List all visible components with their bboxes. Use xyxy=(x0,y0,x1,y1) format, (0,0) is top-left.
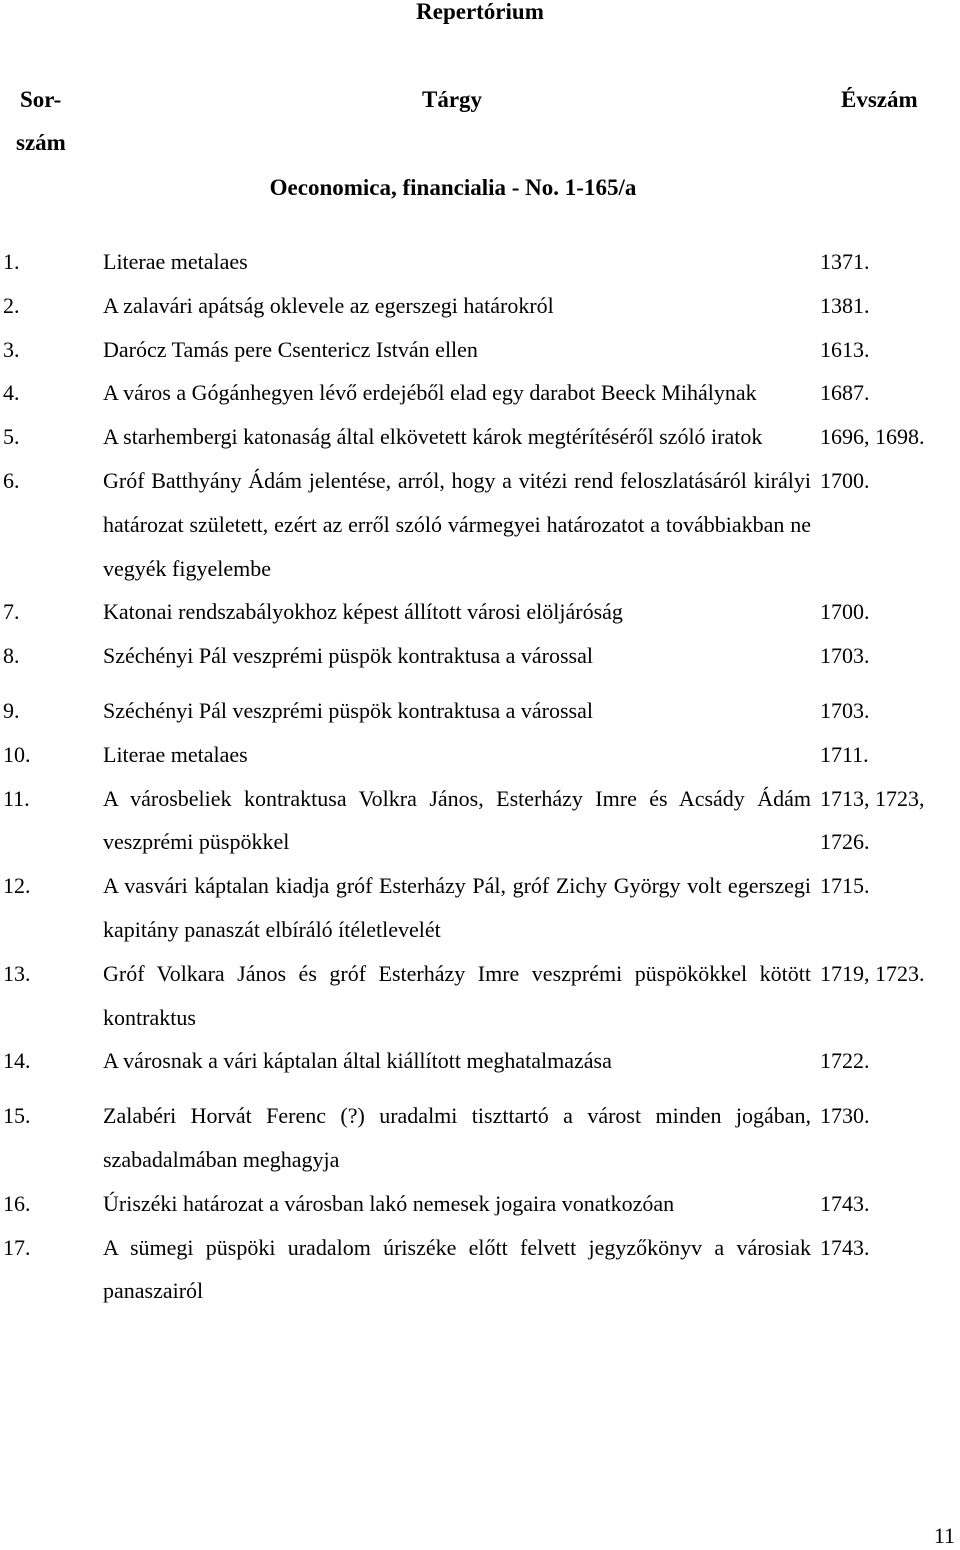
entry-number: 6. xyxy=(3,467,20,493)
entry-number: 13. xyxy=(3,960,31,986)
entry-year: 1687. xyxy=(820,380,870,406)
entry-number: 4. xyxy=(3,380,20,406)
entry-number: 15. xyxy=(3,1103,31,1129)
entry-subject: Zalabéri Horvát Ferenc (?) uradalmi tiszttartó a várost minden jogában, szabadalmában meghagyja xyxy=(103,1103,811,1172)
list-item xyxy=(0,328,960,372)
entry-number: 7. xyxy=(3,599,20,625)
list-item xyxy=(0,1182,960,1226)
entry-list xyxy=(0,240,960,1313)
list-item xyxy=(0,689,960,733)
list-item xyxy=(0,1094,960,1182)
entry-year: 1703. xyxy=(820,643,870,669)
entry-year: 1713, 1723, 1726. xyxy=(820,785,925,855)
list-item xyxy=(0,284,960,328)
entry-year: 1700. xyxy=(820,467,870,493)
section-title: Oeconomica, financialia - No. 1-165/a xyxy=(269,175,637,200)
list-item xyxy=(0,1226,960,1314)
list-item xyxy=(0,415,960,459)
list-item xyxy=(0,240,960,284)
entry-year: 1719, 1723. xyxy=(820,960,925,986)
entry-year: 1703. xyxy=(820,697,870,723)
entry-year: 1743. xyxy=(820,1234,870,1260)
list-item xyxy=(0,733,960,777)
number-column-header-cont: szám xyxy=(16,130,66,155)
entry-number: 10. xyxy=(3,741,31,767)
list-item xyxy=(0,371,960,415)
page-title: Repertórium xyxy=(416,0,544,24)
section-heading xyxy=(0,176,960,200)
entry-subject: A városnak a vári káptalan által kiállított meghatalmazása xyxy=(103,1048,612,1074)
number-column-header: Sor- xyxy=(20,87,62,112)
entry-year: 1371. xyxy=(820,249,870,274)
entry-year: 1696, 1698. xyxy=(820,424,925,450)
entry-subject: A sümegi püspöki uradalom úriszéke előtt felvett jegyzőkönyv a városiak panaszairól xyxy=(103,1234,811,1304)
entry-subject: A starhembergi katonaság által elkövetett károk megtérítéséről szóló iratok xyxy=(103,424,763,450)
entry-number: 12. xyxy=(3,873,31,899)
entry-subject: A városbeliek kontraktusa Volkra János, Esterházy Imre és Acsády Ádám veszprémi püspökkel xyxy=(103,785,811,855)
entry-subject: Úriszéki határozat a városban lakó nemesek jogaira vonatkozóan xyxy=(103,1190,675,1216)
entry-year: 1715. xyxy=(820,873,870,899)
entry-subject: Literae metalaes xyxy=(103,249,248,274)
entry-number: 11. xyxy=(3,785,30,811)
entry-subject: Gróf Batthyány Ádám jelentése, arról, hogy a vitézi rend feloszlatásáról királyi határozat született, ezért az erről szóló vármegyei határozatot a továbbiakban ne vegyék figyelembe xyxy=(103,467,811,581)
entry-number: 16. xyxy=(3,1190,31,1216)
entry-year: 1722. xyxy=(820,1048,870,1074)
spacer xyxy=(0,1083,960,1094)
entry-subject: Darócz Tamás pere Csentericz István ellen xyxy=(103,336,478,362)
list-item xyxy=(0,459,960,590)
entry-year: 1730. xyxy=(820,1103,870,1129)
entry-number: 9. xyxy=(3,697,20,723)
entry-number: 5. xyxy=(3,424,20,450)
entry-year: 1381. xyxy=(820,292,870,318)
subject-column-header: Tárgy xyxy=(422,87,483,112)
list-item xyxy=(0,634,960,678)
list-item xyxy=(0,590,960,634)
entry-subject: A város a Gógánhegyen lévő erdejéből elad egy darabot Beeck Mihálynak xyxy=(103,380,757,406)
entry-year: 1711. xyxy=(820,741,869,767)
entry-number: 17. xyxy=(3,1234,31,1260)
list-item xyxy=(0,777,960,865)
list-item xyxy=(0,864,960,952)
entry-year: 1700. xyxy=(820,599,870,625)
entry-subject: Literae metalaes xyxy=(103,741,248,767)
year-column-header: Évszám xyxy=(841,87,918,112)
spacer xyxy=(0,678,960,689)
entry-number: 3. xyxy=(3,336,20,362)
entry-number: 1. xyxy=(3,249,20,274)
entry-number: 2. xyxy=(3,292,20,318)
entry-year: 1743. xyxy=(820,1190,870,1216)
entry-subject: Katonai rendszabályokhoz képest állított városi elöljáróság xyxy=(103,599,623,625)
entry-subject: Széchényi Pál veszprémi püspök kontraktusa a várossal xyxy=(103,697,593,723)
page-number: 11 xyxy=(933,1523,955,1548)
entry-subject: Gróf Volkara János és gróf Esterházy Imre veszprémi püspökökkel kötött kontraktus xyxy=(103,960,811,1030)
entry-subject: Széchényi Pál veszprémi püspök kontraktusa a várossal xyxy=(103,643,593,669)
entry-number: 8. xyxy=(3,643,20,669)
entry-year: 1613. xyxy=(820,336,870,362)
list-item xyxy=(0,952,960,1040)
entry-subject: A zalavári apátság oklevele az egerszegi határokról xyxy=(103,292,554,318)
entry-subject: A vasvári káptalan kiadja gróf Esterházy Pál, gróf Zichy György volt egerszegi kapitány panaszát elbíráló ítéletlevelét xyxy=(103,873,811,942)
entry-number: 14. xyxy=(3,1048,31,1074)
list-item xyxy=(0,1039,960,1083)
